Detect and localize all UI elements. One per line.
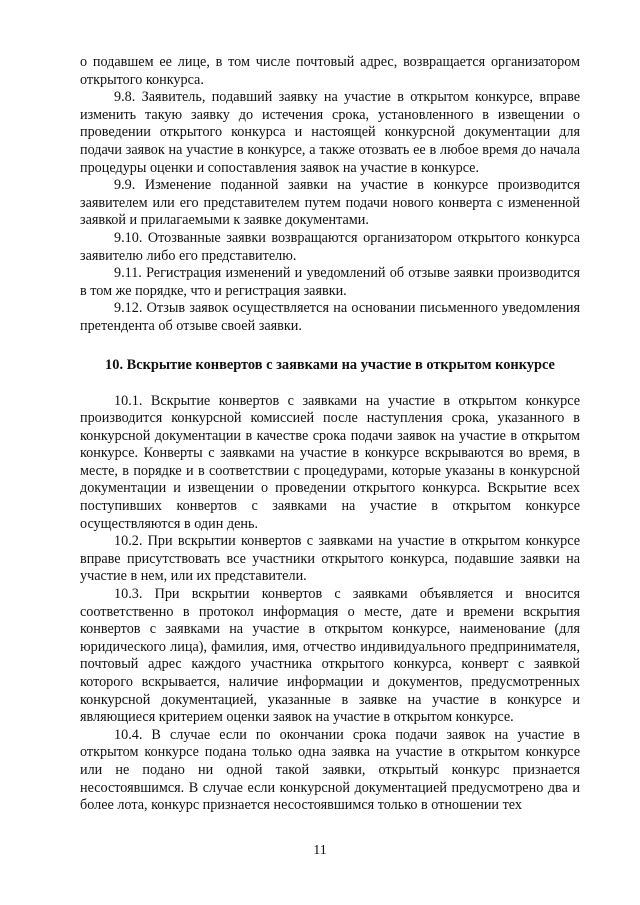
page-number: 11 [313,843,327,858]
paragraph-10-3: 10.3. При вскрытии конвертов с заявками объявляется и вносится соответственно в протокол информация о месте, дате и времени вскрытия конвертов с заявками на участие в открытом конкурсе, наименование (для юридического лица), фамилия, имя, отчество индивидуального предпринимателя, почтовый адрес каждого участника открытого конкурса, конверт с заявкой которого вскрывается, наличие информации и документов, предусмотренных конкурсной документацией, указанные в заявке на участие в конкурсе и являющиеся критерием оценки заявок на участие в открытом конкурсе. [80,586,580,726]
paragraph-9-10: 9.10. Отозванные заявки возвращаются организатором открытого конкурса заявителю либо его представителю. [80,229,580,264]
paragraph-10-4: 10.4. В случае если по окончании срока подачи заявок на участие в открытом конкурсе подана только одна заявка на участие в открытом конкурсе или не подано ни одной такой заявки, открытый конкурс признается несостоявшимся. В случае если конкурсной документацией предусмотрено два и более лота, конкурс признается несостоявшимся только в отношении тех [80,726,580,814]
paragraph-9-9: 9.9. Изменение поданной заявки на участие в конкурсе производится заявителем или его представителем путем подачи нового конверта с измененной заявкой и прилагаемыми к заявке документами. [80,177,580,229]
page-body [80,54,580,815]
paragraph-10-2: 10.2. При вскрытии конвертов с заявками на участие в открытом конкурсе вправе присутствовать все участники открытого конкурса, подавшие заявки на участие в нем, или их представители. [80,533,580,585]
paragraph-9-12: 9.12. Отзыв заявок осуществляется на основании письменного уведомления претендента об отзыве своей заявки. [80,300,580,334]
paragraph-9-11: 9.11. Регистрация изменений и уведомлений об отзыве заявки производится в том же порядке, что и регистрация заявки. [80,265,580,299]
paragraph-9-8: 9.8. Заявитель, подавший заявку на участие в открытом конкурсе, вправе изменить такую заявку до истечения срока, установленного в извещении о проведении открытого конкурса и настоящей конкурсной документации для подачи заявок на участие в конкурсе, а также отозвать ее в любое время до начала процедуры оценки и сопоставления заявок на участие в конкурсе. [80,89,580,176]
section-heading: 10. Вскрытие конвертов с заявками на участие в открытом конкурсе [105,356,555,373]
paragraph-10-1: 10.1. Вскрытие конвертов с заявками на участие в открытом конкурсе производится конкурсной комиссией после наступления срока, указанного в конкурсной документации в качестве срока подачи заявок на участие в открытом конкурсе. Конверты с заявками на участие в конкурсе вскрываются во время, в месте, в порядке и в соответствии с процедурами, которые указаны в конкурсной документации и извещении о проведении открытого конкурса. Вскрытие всех поступивших конвертов с заявками на участие в открытом конкурсе осуществляются в один день. [80,392,580,532]
paragraph-continuation: о подавшем ее лице, в том числе почтовый адрес, возвращается организатором открытого конкурса. [80,54,580,88]
